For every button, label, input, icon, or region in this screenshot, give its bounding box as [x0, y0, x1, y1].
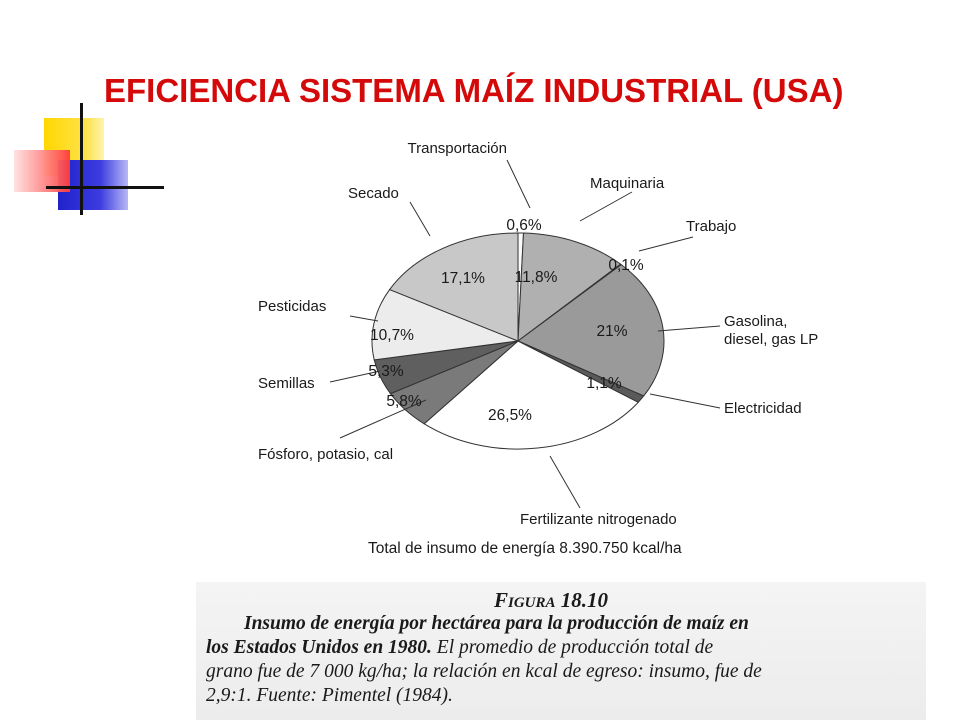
slice-category-label-7: Fósforo, potasio, cal: [258, 446, 394, 463]
figure-caption: [206, 612, 926, 708]
figure-caption-block: [196, 582, 926, 720]
caption-line-1: Insumo de energía por hectárea para la producción de maíz en: [244, 613, 749, 634]
slice-value-label-2: 11,8%: [514, 269, 558, 286]
caption-line-3: grano fue de 7 000 kg/ha; la relación en kcal de egreso: insumo, fue de: [206, 661, 762, 682]
pie-chart: [230, 126, 910, 566]
slice-category-label-2: Maquinaria: [590, 175, 665, 192]
leader-line-9: [350, 316, 378, 321]
leader-line-10: [410, 202, 430, 236]
leader-line-6: [550, 456, 580, 508]
slice-category-label-4: [724, 313, 818, 348]
slice-value-label-6: 26,5%: [488, 407, 532, 424]
slice-category-label-line-2: diesel, gas LP: [724, 331, 819, 348]
slice-value-label-1: 0,6%: [506, 217, 542, 234]
slice-category-label-10: Secado: [348, 185, 399, 202]
slide-title: EFICIENCIA SISTEMA MAÍZ INDUSTRIAL (USA): [104, 72, 844, 109]
figure-label: Figura 18.10: [494, 588, 609, 612]
slice-value-label-10: 17,1%: [441, 270, 485, 287]
slice-category-label-8: Semillas: [258, 375, 315, 392]
leader-line-2: [580, 192, 632, 221]
slice-category-label-1: Transportación: [407, 140, 507, 157]
slice-value-label-8: 5,3%: [368, 363, 404, 380]
total-energy-note: Total de insumo de energía 8.390.750 kcal/ha: [368, 540, 682, 557]
caption-line-2: [206, 636, 926, 660]
caption-line-4: 2,9:1. Fuente: Pimentel (1984).: [206, 685, 453, 706]
caption-line-2-bold: los Estados Unidos en 1980.: [206, 637, 432, 658]
slice-category-label-3: Trabajo: [686, 218, 737, 235]
leader-line-4: [658, 326, 720, 331]
leader-line-5: [650, 394, 720, 408]
leader-line-1: [507, 160, 530, 208]
decorative-vertical-line: [80, 103, 83, 215]
slice-value-label-5: 1,1%: [586, 375, 622, 392]
slice-value-label-9: 10,7%: [370, 327, 414, 344]
slice-category-label-6: Fertilizante nitrogenado: [520, 511, 677, 528]
slice-value-label-3: 0,1%: [608, 257, 644, 274]
slice-category-label-line-1: Gasolina,: [724, 313, 788, 330]
pie-chart-svg: [230, 126, 910, 566]
decorative-horizontal-line: [46, 186, 164, 189]
caption-line-2-rest: El promedio de producción total de: [431, 637, 714, 658]
slice-category-label-9: Pesticidas: [258, 298, 327, 315]
slice-value-label-7: 5,8%: [386, 393, 422, 410]
slice-category-label-5: Electricidad: [724, 400, 802, 417]
slice-value-label-4: 21%: [596, 323, 628, 340]
leader-line-3: [639, 237, 693, 251]
